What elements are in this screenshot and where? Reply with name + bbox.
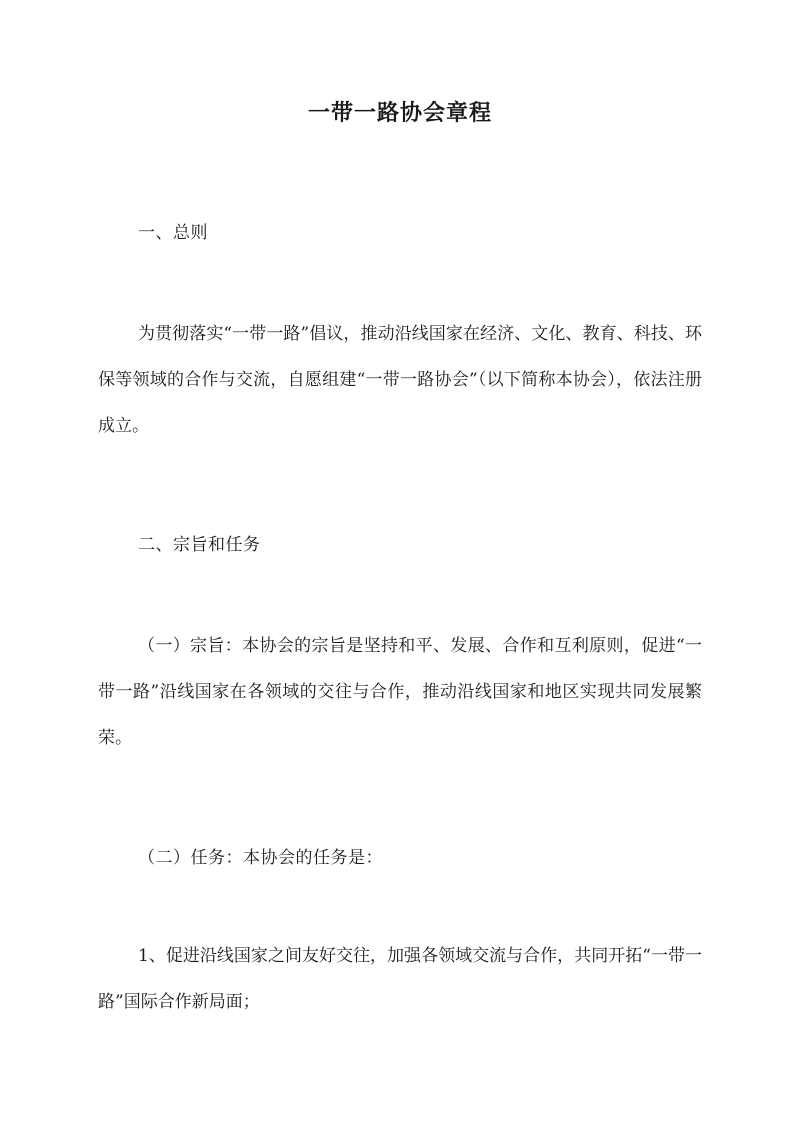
document-title: 一带一路协会章程 bbox=[307, 100, 492, 126]
paragraph-general: 为贯彻落实“一带一路”倡议，推动沿线国家在经济、文化、教育、科技、环保等领域的合作与交流，自愿组建“一带一路协会”（以下简称本协会），依法注册成立。 bbox=[98, 324, 702, 436]
paragraph-purpose: （一）宗旨：本协会的宗旨是坚持和平、发展、合作和互利原则，促进“一带一路”沿线国家在各领域的交往与合作，推动沿线国家和地区实现共同发展繁荣。 bbox=[98, 636, 702, 748]
section-heading-general: 一、总则 bbox=[138, 223, 208, 243]
section-heading-purpose-tasks: 二、宗旨和任务 bbox=[138, 535, 261, 555]
paragraph-tasks-intro: （二）任务：本协会的任务是： bbox=[138, 848, 383, 868]
paragraph-task-1: 1、促进沿线国家之间友好交往，加强各领域交流与合作，共同开拓“一带一路”国际合作新局面； bbox=[98, 946, 702, 1012]
